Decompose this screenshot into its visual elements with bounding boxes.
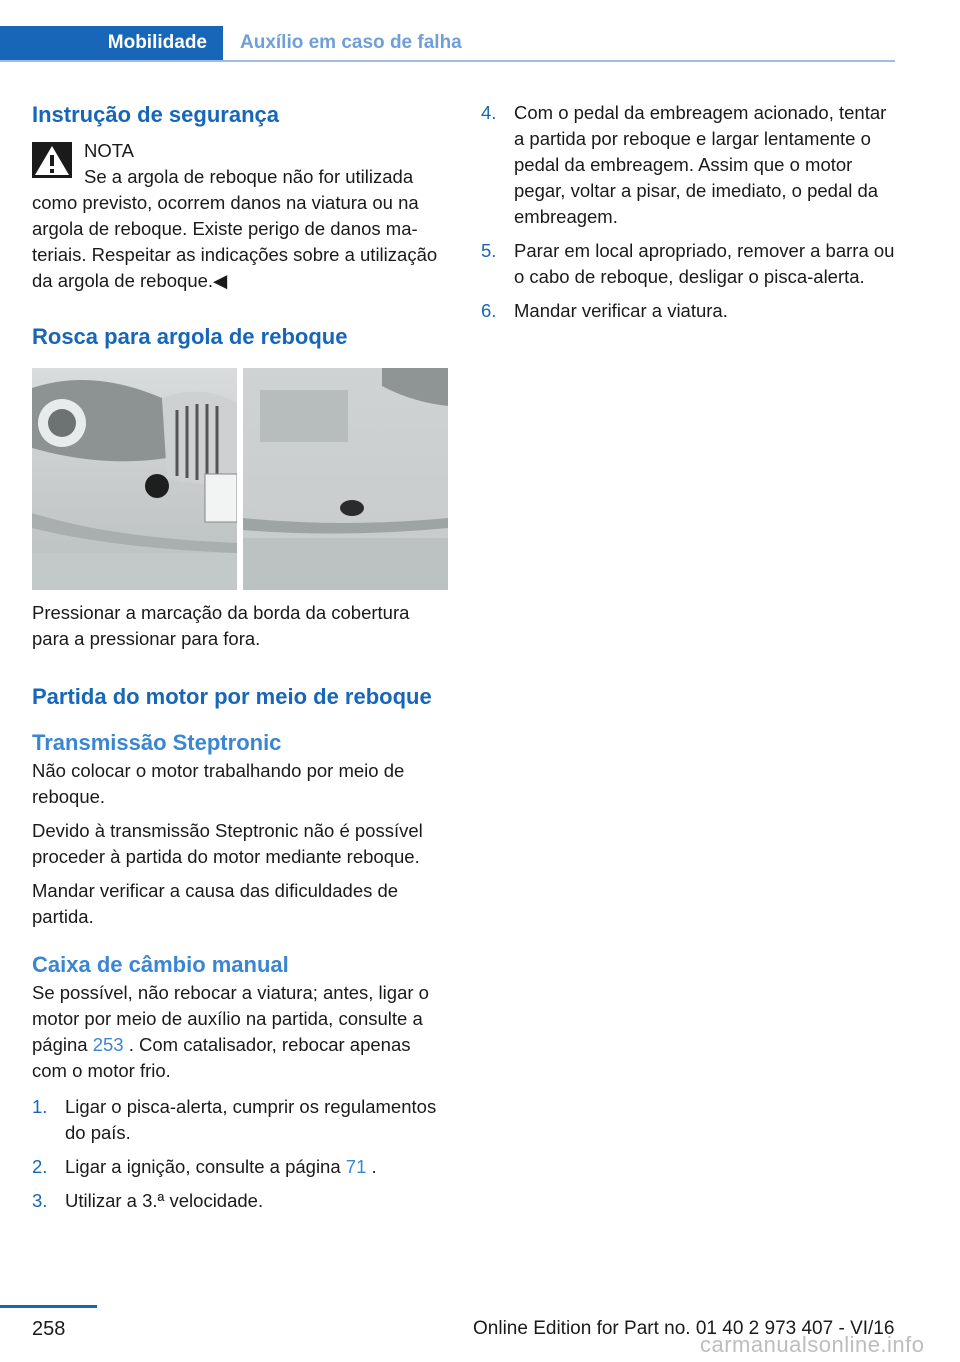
footer-divider [0, 1305, 97, 1308]
warning-icon [32, 142, 72, 178]
tab-mobilidade[interactable] [0, 26, 223, 60]
manual-heading: Caixa de câmbio manual [32, 952, 289, 977]
manual-text-b: . Com catalisador, rebocar apenas com o motor frio. [32, 1034, 411, 1081]
page-link-71[interactable]: 71 [345, 1156, 367, 1177]
tab-auxilio[interactable] [240, 26, 462, 60]
steptronic-paragraph-3: Mandar verificar a causa das dificuldades de partida. [32, 880, 399, 927]
steptronic-heading: Transmissão Steptronic [32, 730, 282, 755]
caution-label: NOTA [84, 140, 135, 161]
step-number: 5. [481, 240, 497, 261]
step-text: Com o pedal da embreagem acionado, tentar a partida por reboque e largar lentamente o pedal da embreagem. Assim que o motor pegar, voltar a pisar, de imediato, o pedal da embreagem. [514, 102, 887, 227]
list-item [481, 100, 897, 230]
steptronic-paragraph-2: Devido à transmissão Steptronic não é possível proceder à partida do motor mediante reboque. [32, 820, 423, 867]
list-item [481, 298, 897, 324]
step-number: 2. [32, 1156, 48, 1177]
step-number: 3. [32, 1190, 48, 1211]
manual-text-a: Se possível, não rebocar a viatura; antes, ligar o motor por meio de auxílio na partida, consulte a página [32, 982, 429, 1055]
step-text: Mandar verificar a viatura. [514, 300, 728, 321]
watermark: carmanualsonline.info [700, 1332, 925, 1357]
caution-text: como previsto, ocorrem danos na viatura ou na argola de reboque. Existe perigo de danos materiais. Respeitar as indicações sobre a utilização da argola de reboque.◀ [32, 192, 438, 291]
list-item [32, 1094, 448, 1146]
caution-text-first: Se a argola de reboque não for utilizada [84, 166, 414, 187]
safety-heading: Instrução de segurança [32, 102, 279, 127]
step-text: Ligar o pisca-alerta, cumprir os regulamentos do país. [65, 1096, 437, 1143]
tab-mobilidade-label: Mobilidade [107, 32, 207, 53]
caution-block [32, 138, 448, 294]
step-text [65, 1154, 448, 1180]
right-column [481, 100, 897, 332]
list-item [32, 1154, 448, 1180]
step-number: 6. [481, 300, 497, 321]
thread-instruction: Pressionar a marcação da borda da cobertura para a pressionar para fora. [32, 602, 410, 649]
steps-list-right [481, 100, 897, 324]
steps-list-left [32, 1094, 448, 1214]
step-text: Parar em local apropriado, remover a barra ou o cabo de reboque, desligar o pisca-alerta. [514, 240, 895, 287]
edition-note: Online Edition for Part no. 01 40 2 973 407 - VI/16 [473, 1318, 895, 1339]
page-header [0, 0, 895, 62]
step-text-b: . [366, 1156, 377, 1177]
tab-auxilio-label: Auxílio em caso de falha [240, 32, 462, 53]
page-link-253[interactable]: 253 [92, 1034, 124, 1055]
tow-start-heading: Partida do motor por meio de reboque [32, 684, 432, 709]
list-item [481, 238, 897, 290]
thread-heading: Rosca para argola de reboque [32, 324, 348, 349]
step-number: 1. [32, 1096, 48, 1117]
manual-paragraph [32, 980, 448, 1084]
step-text-a: Ligar a ignição, consulte a página [65, 1156, 346, 1177]
page-number: 258 [32, 1318, 66, 1340]
step-text: Utilizar a 3.ª velocidade. [65, 1190, 264, 1211]
tow-thread-photo [32, 368, 448, 590]
list-item [32, 1188, 448, 1214]
left-column [32, 100, 448, 1222]
steptronic-paragraph-1: Não colocar o motor trabalhando por meio de reboque. [32, 760, 405, 807]
header-divider [0, 60, 895, 62]
step-number: 4. [481, 102, 497, 123]
